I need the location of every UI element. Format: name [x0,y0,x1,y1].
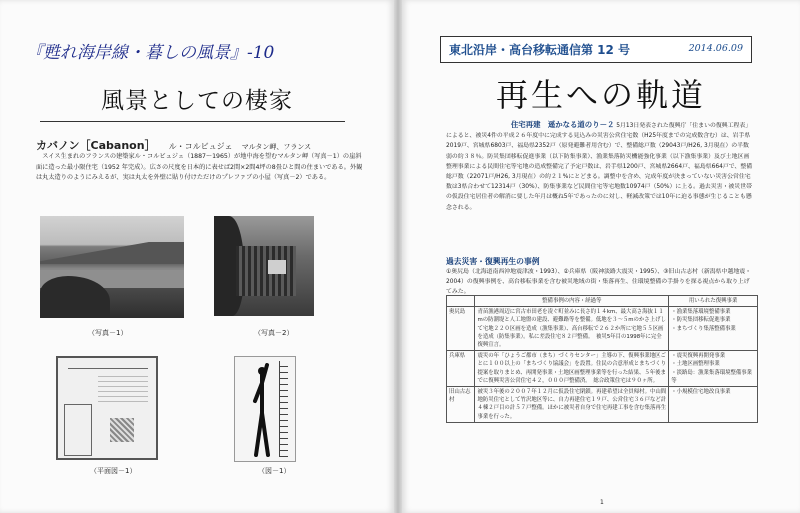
row-content: 青苗漁港周辺に宮古市田老を凌ぐ町並みに長さ約１４km、最大高さ海抜１１mの防潮堤と人工地盤の建設、避難路等を整備。低地を３～５mのかさ上げして宅地２２０区画を造成（漁集事業）、高台移転で２６２か所に宅地５５区画を造成（防集事業）。私に差設住宅８２戸整備。 被災5年目の1998年に完全復興宣言。 [475,307,669,351]
page-title: 風景としての棲家 [101,88,293,114]
caption-photo-1: （写真－1） [88,329,128,337]
book-gutter [394,0,402,513]
photo-cabanon [214,216,314,316]
left-page [0,0,394,513]
newsletter-date: 2014.06.09 [688,43,743,54]
case-table [446,295,758,423]
section2-heading: 過去災害・復興再生の事例 [446,257,540,266]
plan-table [110,418,134,442]
place-name: マルタン岬、フランス [241,143,312,151]
row-projects: ・漁業集落環境整備事業 ・防災集団移転促進事業 ・まちづくり集落整備事業 [669,307,758,351]
table-header [447,296,475,307]
cabanon-label: カバノン［Cabanon］ [36,139,156,152]
section2-body: ①奥尻島（北海道南西沖地震津波・1993）、②兵庫県（阪神淡路大震災・1995）、③旧山古志村（新潟県中越地震・2004）の復興事例を、高台移転事業を含む被災地域の街・集落再生、住環境整備の手掛りを探る視点から取り上げてみた。 [446,269,752,296]
author-name: ル・コルビュジェ [168,142,233,151]
row-name: 兵庫県 [447,351,475,387]
table-header-row [447,296,758,307]
plan-wall-line [68,368,148,369]
newsletter-header [440,36,752,63]
table-row [447,387,758,423]
plan-bed [64,404,92,456]
mountain-shape [40,242,184,264]
floor-plan-drawing [56,356,158,460]
row-content: 被災３年後の２００７年１２月に仮設住宅閉鎖。再建希望は全員帰村。中山間地防災住宅として竹沢地区等に、自力再建住宅１９戸、公営住宅３６戸など計４棟２戸目の計５７戸整備。ほかに被災者自身で住宅再建工事を含む集落再生事業を行った。 [475,387,669,423]
section1-heading: 住宅再建 遥かなる道のり－２ [510,120,615,129]
table-header: 用いられた復興事業 [669,296,758,307]
page-number: 1 [600,499,604,506]
left-body-text: スイス生まれのフランスの建築家ル・コルビュジェ（1887～1965）が地中海を望むマルタン岬（写真－1）の崖斜面に造った最小限住宅（1952 年完成）。広さの尺度を日本的に表せば2間×2間4坪の8畳ひと間の住まいである。外観は丸太造りのようにみえるが、実は丸太を外壁に貼り付けただけのプレファブの小屋（写真－2）である。 [36,153,363,181]
modulor-figure [234,356,296,462]
section1-text: 5月13日発表された復興庁「住まいの復興工程表」によると、被災4件の平成２６年度中に完成する見込みの災害公営住宅数（H25年度までの完成数含む）は、岩手県2019戸、宮城県6803戸、福島県2352戸（原発避難者用含む）で、整備総戸数（29043戸/H26, 3月現在）の半数弱の約３８％。防災集団移転促進事業（以下防集事業）、漁業集落防災機能強化事業（以下漁集事業）及び土地区画整理事業による民間住宅等宅地の造成整備完了予定戸数は、岩手県1200戸、宮城県2664戸、福島県664戸で、整備総戸数（22071戸/H26, 3月現在）の約２１%にとどまる。調整中を含め、完成年度が決まっていない災害公営住宅数は3県合わせて12314戸（30%）、防集事業など民間住宅等宅地数10974戸（50%）に上る。過去災害・被災世帯の仮設住宅居住者の解消に要した年月は概ね5年であったのに対し、軽減改策では10年に迫る事態が生じることも懸念される。 [446,123,753,211]
modulor-scale [279,361,288,457]
table-header: 整備事例の内容・経過等 [475,296,669,307]
subhead [36,134,311,153]
caption-plan-1: （平面図－1） [90,467,137,475]
row-name: 旧山古志村 [447,387,475,423]
title-rule [40,121,345,122]
window-shape [268,260,286,274]
table-row [447,307,758,351]
plan-grid [98,372,148,402]
page-title-right: 再生への軌道 [495,76,706,114]
row-projects: ・震災復興再開発事業 ・土地区画整理事業 ・淡路島：漁業集落環境整備事業等 [669,351,758,387]
newsletter-title: 東北沿岸・高台移転通信第 12 号 [449,43,631,57]
row-projects: ・小規模住宅地改良事業 [669,387,758,423]
photo-coastline [40,216,184,318]
caption-photo-2: （写真－2） [254,329,294,337]
section1-body [446,120,754,213]
series-title: 『甦れ海岸線・暮しの風景』-10 [26,43,275,63]
cabin-shape [236,246,296,296]
modulor-man-icon [251,363,273,457]
right-page [402,0,800,513]
caption-figure-1: （図－1） [258,467,291,475]
row-name: 奥尻島 [447,307,475,351]
table-row [447,351,758,387]
row-content: 震災の年「ひょうご都市（まち）づくりセンター」主導の下、復興事業地区ごとに１００以上の「まちづくり協議会」を設置。住民の合意形成とまちづくり提案を取りまとめ、再開発事業・土地区画整理事業等を行った結果、５年後までに復興災害公営住宅４２，０００戸整備済。 総合政策住宅は９０ヶ所。 [475,351,669,387]
